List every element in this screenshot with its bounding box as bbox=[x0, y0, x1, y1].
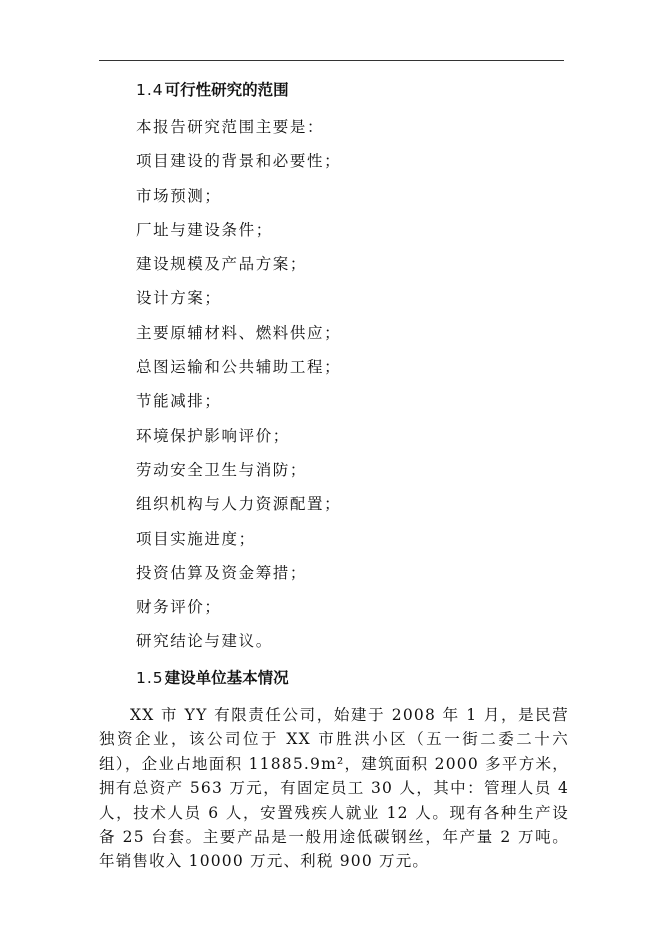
list-item: 投资估算及资金筹措； bbox=[136, 563, 308, 582]
list-item: 节能减排； bbox=[136, 392, 222, 411]
list-item: 项目建设的背景和必要性； bbox=[136, 152, 342, 171]
list-item: 设计方案； bbox=[136, 289, 222, 308]
scope-list bbox=[136, 117, 341, 666]
list-item: 市场预测； bbox=[136, 186, 222, 205]
list-item: 建设规模及产品方案； bbox=[136, 255, 308, 274]
list-item: 研究结论与建议。 bbox=[136, 632, 273, 651]
list-item: 本报告研究范围主要是： bbox=[136, 118, 325, 136]
section-title: 可行性研究的范围 bbox=[164, 81, 289, 99]
section-title: 建设单位基本情况 bbox=[164, 669, 289, 687]
list-item: 环境保护影响评价； bbox=[136, 426, 290, 445]
list-item: 总图运输和公共辅助工程； bbox=[136, 358, 342, 377]
list-item: 主要原辅材料、燃料供应； bbox=[136, 323, 342, 342]
list-item: 项目实施进度； bbox=[136, 529, 256, 548]
page-header-rule bbox=[99, 60, 564, 61]
list-item: 组织机构与人力资源配置； bbox=[136, 495, 342, 514]
list-item: 劳动安全卫生与消防； bbox=[136, 460, 308, 479]
section-heading-1-5 bbox=[136, 668, 289, 688]
list-item: 财务评价； bbox=[136, 598, 222, 617]
company-description-paragraph: XX 市 YY 有限责任公司，始建于 2008 年 1 月，是民营独资企业，该公司位于 XX 市胜洪小区（五一街二委二十六组），企业占地面积 11885.9m²，建筑面积 2000 多平方米，拥有总资产 563 万元，有固定员工 30 人，其中：管理人员 4 人，技术人员 6 人，安置残疾人就业 12 人。现有各种生产设备 25 台套。主要产品是一般用途低碳钢丝，年产量 2 万吨。年销售收入 10000 万元、利税 900 万元。 bbox=[99, 706, 569, 871]
section-heading-1-4 bbox=[136, 80, 289, 100]
list-item: 厂址与建设条件； bbox=[136, 220, 273, 239]
section-number: 1.5 bbox=[136, 669, 164, 687]
section-number: 1.4 bbox=[136, 81, 164, 99]
